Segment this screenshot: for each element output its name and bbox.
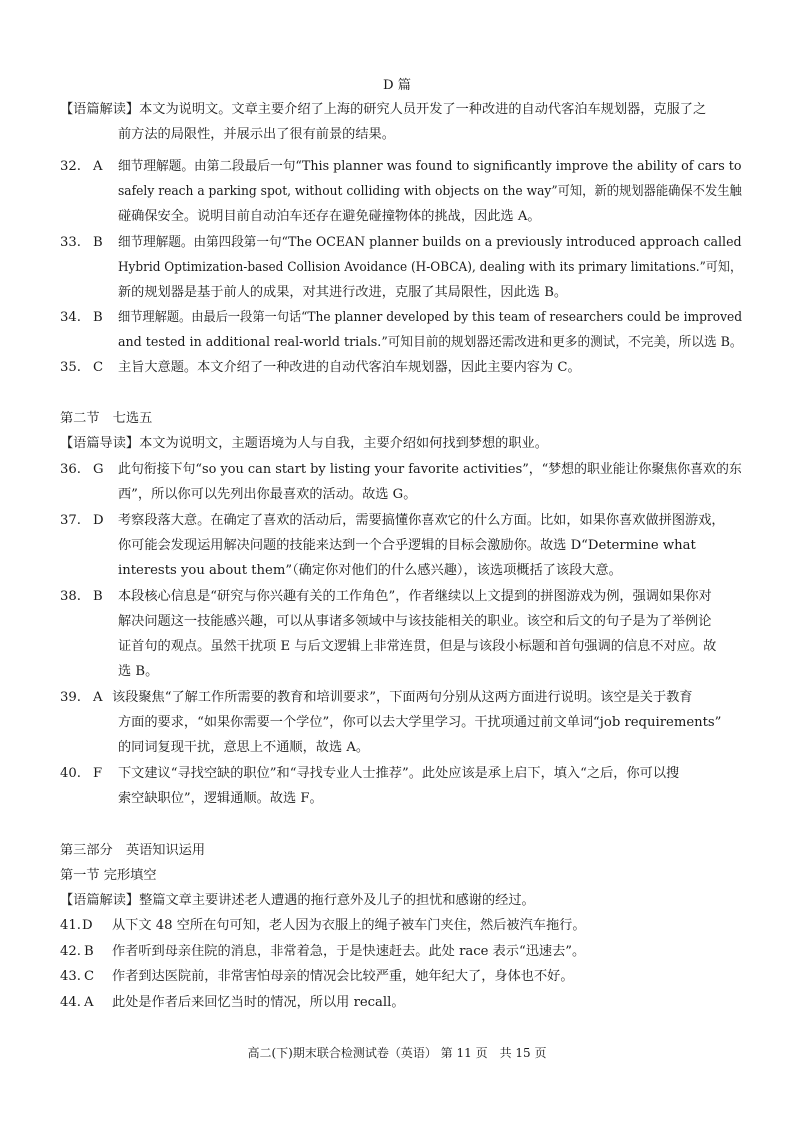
item-explanation-line: 细节理解题。由第二段最后一句“This planner was found to significantly improve the ability of cars to <box>118 159 742 174</box>
item-number: 43. <box>60 969 81 984</box>
item-answer: D <box>93 513 104 528</box>
item-number: 35. <box>60 360 81 375</box>
item-answer: B <box>84 944 94 959</box>
item-answer: G <box>93 462 104 477</box>
section-d-title: D 篇 <box>383 78 411 93</box>
item-explanation-line: 细节理解题。由第四段第一句“The OCEAN planner builds on a previously introduced approach called <box>118 235 742 250</box>
item-explanation-line: 你可能会发现运用解决问题的技能来达到一个合乎逻辑的目标会激励你。故选 D“Determine what <box>118 538 696 553</box>
item-explanation-line: 索空缺职位”，逻辑通顺。故选 F。 <box>118 791 323 806</box>
part-three-heading: 第三部分 英语知识运用 <box>60 843 206 858</box>
page-footer: 高二(下)期末联合检测试卷（英语） 第 11 页 共 15 页 <box>247 1046 547 1060</box>
item-explanation-line: 主旨大意题。本文介绍了一种改进的自动代客泊车规划器，因此主要内容为 C。 <box>118 360 581 375</box>
item-number: 33. <box>60 235 81 250</box>
section-d-reading-line-2: 前方法的局限性，并展示出了很有前景的结果。 <box>118 127 395 142</box>
item-answer: A <box>93 690 103 705</box>
item-explanation-line: 证首句的观点。虽然干扰项 E 与后文逻辑上非常连贯，但是与该段小标题和首句强调的信息不对应。故 <box>118 639 717 654</box>
item-explanation-line: 此处是作者后来回忆当时的情况，所以用 recall。 <box>112 995 405 1010</box>
item-explanation-line: 此句衔接下句“so you can start by listing your favorite activities”，“梦想的职业能让你聚焦你喜欢的东 <box>118 462 742 477</box>
item-explanation-line: 作者到达医院前，非常害怕母亲的情况会比较严重，她年纪大了，身体也不好。 <box>112 969 574 984</box>
item-answer: B <box>93 310 103 325</box>
item-answer: C <box>93 360 104 375</box>
item-explanation-line: 西”，所以你可以先列出你最喜欢的活动。故选 G。 <box>118 487 417 502</box>
item-explanation-line: 方面的要求，“如果你需要一个学位”，你可以去大学里学习。干扰项通过前文单词“job requirements” <box>118 715 722 730</box>
section-two-heading: 第二节 七选五 <box>60 411 153 426</box>
section-two-reading: 【语篇导读】本文为说明文，主题语境为人与自我，主要介绍如何找到梦想的职业。 <box>60 436 548 451</box>
item-explanation-line: 作者听到母亲住院的消息，非常着急，于是快速赶去。此处 race 表示“迅速去”。 <box>112 944 586 959</box>
item-explanation-line: 本段核心信息是“研究与你兴趣有关的工作角色”，作者继续以上文提到的拼图游戏为例，强调如果你对 <box>118 589 712 604</box>
item-answer: D <box>82 918 93 933</box>
item-number: 41. <box>60 918 81 933</box>
item-explanation-line: 的同词复现干扰，意思上不通顺，故选 A。 <box>118 740 370 755</box>
item-explanation-line: 从下文 48 空所在句可知，老人因为衣服上的绳子被车门夹住，然后被汽车拖行。 <box>112 918 586 933</box>
item-explanation-line: 下文建议“寻找空缺的职位”和“寻找专业人士推荐”。此处应该是承上启下，填入“之后，你可以搜 <box>118 766 680 781</box>
item-number: 39. <box>60 690 81 705</box>
item-number: 32. <box>60 159 81 174</box>
item-number: 42. <box>60 944 81 959</box>
item-explanation-line: 该段聚焦“了解工作所需要的教育和培训要求”，下面两句分别从这两方面进行说明。该空是关于教育 <box>112 690 693 705</box>
section-d-reading-line-1: 【语篇解读】本文为说明文。文章主要介绍了上海的研究人员开发了一种改进的自动代客泊车规划器，克服了之 <box>60 102 707 117</box>
item-explanation-line: interests you about them”（确定你对他们的什么感兴趣），该选项概括了该段大意。 <box>118 563 622 578</box>
item-answer: F <box>93 766 103 781</box>
item-number: 36. <box>60 462 81 477</box>
item-explanation-line: Hybrid Optimization-based Collision Avoidance (H-OBCA), dealing with its primary limitations.”可知， <box>118 260 743 275</box>
item-number: 37. <box>60 513 81 528</box>
item-answer: A <box>84 995 94 1010</box>
item-explanation-line: 碰确保安全。说明目前自动泊车还存在避免碰撞物体的挑战，因此选 A。 <box>118 209 541 224</box>
item-number: 40. <box>60 766 81 781</box>
item-explanation-line: safely reach a parking spot, without colliding with objects on the way”可知，新的规划器能确保不发生触 <box>118 184 742 199</box>
item-answer: B <box>93 235 103 250</box>
item-explanation-line: 细节理解题。由最后一段第一句话“The planner developed by this team of researchers could be improved <box>118 310 743 325</box>
item-explanation-line: 考察段落大意。在确定了喜欢的活动后，需要搞懂你喜欢它的什么方面。比如，如果你喜欢做拼图游戏， <box>118 513 725 528</box>
item-explanation-line: 解决问题这一技能感兴趣，可以从事诸多领域中与该技能相关的职业。该空和后文的句子是为了举例论 <box>118 614 712 629</box>
item-answer: B <box>93 589 103 604</box>
part-three-reading: 【语篇解读】整篇文章主要讲述老人遭遇的拖行意外及儿子的担忧和感谢的经过。 <box>60 893 535 908</box>
item-number: 44. <box>60 995 81 1010</box>
item-explanation-line: and tested in additional real-world trials.”可知目前的规划器还需改进和更多的测试，不完美，所以选 B。 <box>118 335 743 350</box>
item-answer: C <box>84 969 95 984</box>
item-explanation-line: 选 B。 <box>118 664 159 679</box>
item-number: 38. <box>60 589 81 604</box>
part-three-subheading: 第一节 完形填空 <box>60 868 157 883</box>
item-explanation-line: 新的规划器是基于前人的成果，对其进行改进，克服了其局限性，因此选 B。 <box>118 285 568 300</box>
item-answer: A <box>93 159 103 174</box>
item-number: 34. <box>60 310 81 325</box>
